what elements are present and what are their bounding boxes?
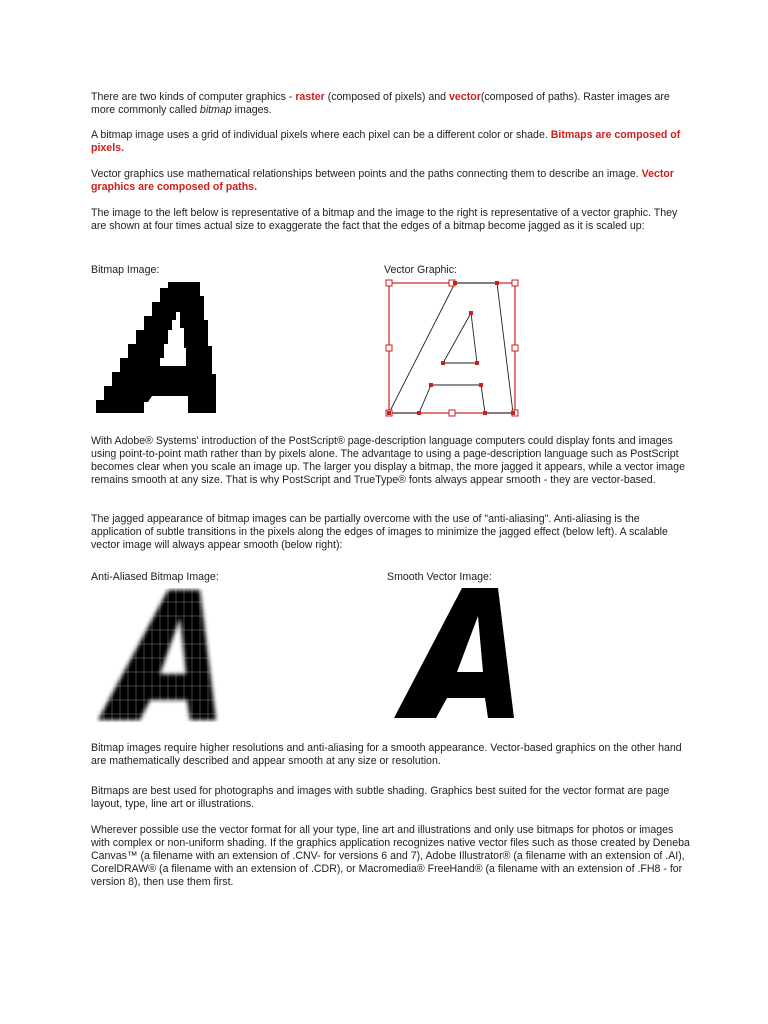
intro-text-2: (composed of pixels) and [324, 91, 450, 103]
antialiased-letter-a-image [96, 588, 220, 722]
vector-term: vector [449, 91, 481, 103]
final-paragraph: Wherever possible use the vector format for all your type, line art and illustrations and only use bitmaps for photos or images with complex or non-uniform shading. If the graphics application recognizes native vector files such as those created by Deneba Canvas™ (a filename with an extension of .CNV- for versions 6 and 7), Adobe Illustrator® (a filename with an extension of .AI), CorelDRAW® (a filename with an extension of .CDR), or Macromedia® FreeHand® (a filename with an extension of .FH8 - for version 8), then use them first. [91, 824, 690, 889]
bitmap-text: A bitmap image uses a grid of individual pixels where each pixel can be a different color or shade. [91, 129, 551, 141]
bitmap-letter-a-image [96, 282, 220, 414]
resolution-paragraph: Bitmap images require higher resolutions and anti-aliasing for a smooth appearance. Vector-based graphics on the other hand are mathematically described and appear smooth at any size or resolution. [91, 742, 682, 768]
vector-letter-a-image [385, 279, 521, 419]
bitmap-image-label: Bitmap Image: [91, 264, 160, 276]
intro-text-1: There are two kinds of computer graphics - [91, 91, 296, 103]
antialias-paragraph: The jagged appearance of bitmap images can be partially overcome with the use of "anti-aliasing". Anti-aliasing is the application of subtle transitions in the pixels along the edges of images to minimize the jagged effect (below left). A scalable vector image will always appear smooth (below right): [91, 513, 668, 552]
bitmap-paragraph [91, 129, 691, 155]
compare-paragraph: The image to the left below is representative of a bitmap and the image to the right is representative of a vector graphic. They are shown at four times actual size to exaggerate the fact that the edges of a bitmap become jagged as it is scaled up: [91, 207, 678, 233]
intro-text-4: images. [231, 104, 272, 117]
best-use-paragraph: Bitmaps are best used for photographs and images with subtle shading. Graphics best suited for the vector format are page layout, type, line art or illustrations. [91, 785, 670, 811]
antialiased-bitmap-label: Anti-Aliased Bitmap Image: [91, 571, 219, 583]
bitmap-term: bitmap [199, 104, 232, 117]
vector-paragraph [91, 168, 691, 194]
bitmap-emphasis: Bitmaps are composed of pixels. [91, 129, 681, 155]
smooth-vector-letter-a-image [392, 586, 516, 720]
vector-text: Vector graphics use mathematical relationships between points and the paths connecting them to describe an image. [91, 168, 642, 180]
vector-emphasis: Vector graphics are composed of paths. [91, 168, 675, 194]
intro-text-3: (composed of paths). Raster images are more commonly called [91, 91, 670, 117]
vector-graphic-label: Vector Graphic: [384, 264, 458, 276]
postscript-paragraph: With Adobe® Systems' introduction of the PostScript® page-description language computers could display fonts and images using point-to-point math rather than by pixels alone. The advantage to using a page-description language such as PostScript becomes clear when you scale an image up. The larger you display a bitmap, the more jagged it appears, while a vector image remains smooth at any size. That is why PostScript and TrueType® fonts always appear smooth - they are vector-based. [91, 435, 685, 487]
raster-term: raster [295, 91, 325, 103]
intro-paragraph [91, 91, 691, 117]
smooth-vector-label: Smooth Vector Image: [387, 571, 492, 583]
